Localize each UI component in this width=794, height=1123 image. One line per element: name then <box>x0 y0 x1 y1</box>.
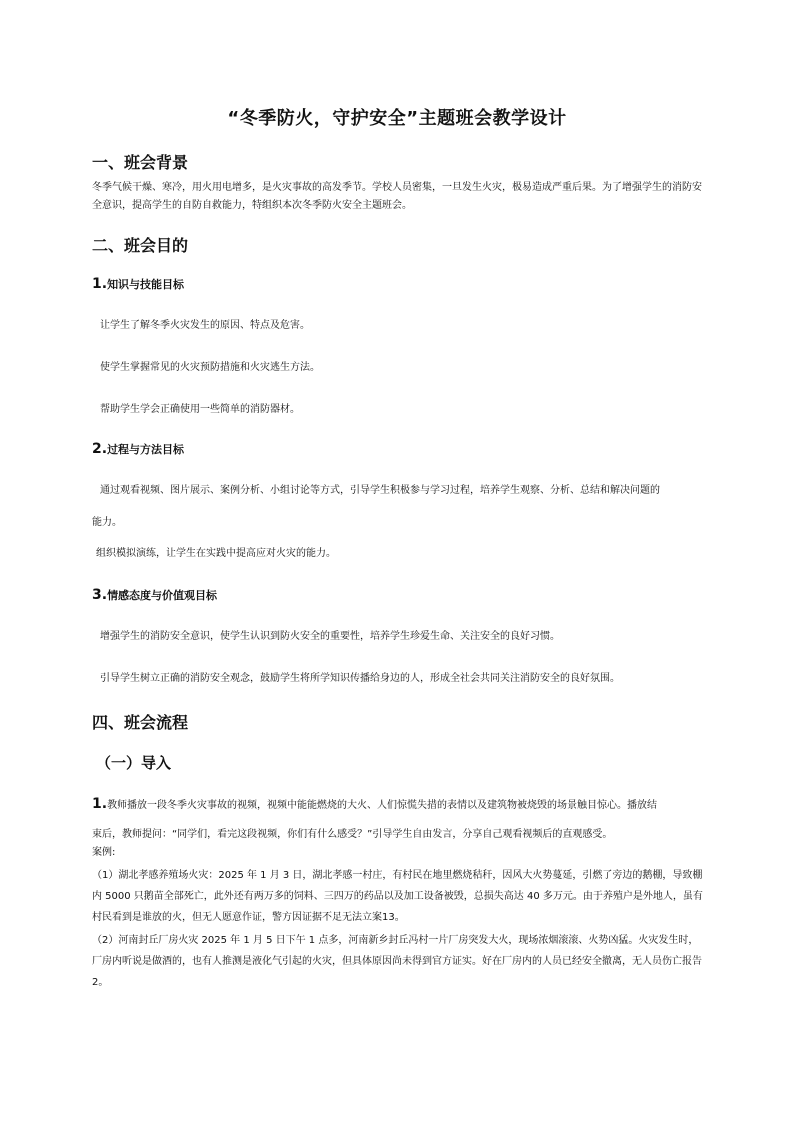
case-label: 案例: <box>92 847 116 858</box>
goal1-item-3: 帮助学生学会正确使用一些简单的消防器材。 <box>100 404 300 415</box>
goal2-item-1-continued: 能力。 <box>92 517 122 528</box>
goal2-label: 过程与方法目标 <box>107 443 185 456</box>
goal2-item-2: 组织模拟演练，让学生在实践中提高应对火灾的能力。 <box>96 548 336 559</box>
section-heading-process: 四、班会流程 <box>92 713 189 732</box>
step1-line1 <box>92 795 704 815</box>
document-title: “冬季防火，守护安全”主题班会教学设计 <box>227 108 567 129</box>
step1-number: 1. <box>92 796 108 812</box>
goal1-number: 1. <box>92 276 108 292</box>
goal3-heading <box>92 587 217 603</box>
case-2-paragraph: （2）河南封丘厂房火灾 2025 年 1 月 5 日下午 1 点多，河南新乡封丘冯村一片厂房突发大火，现场浓烟滚滚、火势凶猛。火灾发生时，厂房内听说是做酒的，也有人推测是液化气引起的火灾，但具体原因尚未得到官方证实。好在厂房内的人员已经安全撤离，无人员伤亡报告2。 <box>92 935 702 988</box>
goal1-item-1: 让学生了解冬季火灾发生的原因、特点及危害。 <box>100 320 310 331</box>
goal3-label: 情感态度与价值观目标 <box>107 589 218 602</box>
goal1-item-2: 使学生掌握常见的火灾预防措施和火灾逃生方法。 <box>100 362 320 373</box>
subsection-heading-intro: （一）导入 <box>96 754 172 772</box>
section-heading-purpose: 二、班会目的 <box>92 236 189 255</box>
section-heading-background: 一、班会背景 <box>92 153 189 172</box>
case-1-paragraph: （1）湖北孝感养殖场火灾：2025 年 1 月 3 日，湖北孝感一村庄，有村民在地里燃烧秸秆，因风大火势蔓延，引燃了旁边的鹅棚，导致棚内 5000 只鹅苗全部死亡，此外还有两万多的饲料、三四万的药品以及加工设备被毁，总损失高达 40 多万元。由于养殖户是外地人，虽有村民看到是谁放的火，但无人愿意作证，警方因证据不足无法立案13。 <box>92 870 703 923</box>
step1-text: 教师播放一段冬季火灾事故的视频，视频中能能燃烧的大火、人们惊慌失措的表情以及建筑物被烧毁的场景触目惊心。播放结 <box>107 800 658 811</box>
goal1-label: 知识与技能目标 <box>107 278 185 291</box>
goal3-item-2: 引导学生树立正确的消防安全观念，鼓励学生将所学知识传播给身边的人，形成全社会共同关注消防安全的良好氛围。 <box>100 673 620 684</box>
goal2-heading <box>92 441 184 457</box>
goal3-number: 3. <box>92 587 108 603</box>
background-paragraph: 冬季气候干燥、寒冷，用火用电增多，是火灾事故的高发季节。学校人员密集，一旦发生火灾，极易造成严重后果。为了增强学生的消防安全意识，提高学生的自防自救能力，特组织本次冬季防火安全主题班会。 <box>92 182 702 211</box>
goal2-number: 2. <box>92 441 108 457</box>
goal3-item-1: 增强学生的消防安全意识，使学生认识到防火安全的重要性，培养学生珍爱生命、关注安全的良好习惯。 <box>100 631 560 642</box>
goal2-item-1: 通过观看视频、图片展示、案例分析、小组讨论等方式，引导学生积极参与学习过程，培养学生观察、分析、总结和解决问题的 <box>100 485 660 496</box>
step1-line2: 束后，教师提问：“同学们，看完这段视频，你们有什么感受？”引导学生自由发言，分享自己观看视频后的直观感受。 <box>92 829 613 840</box>
goal1-heading <box>92 276 184 292</box>
